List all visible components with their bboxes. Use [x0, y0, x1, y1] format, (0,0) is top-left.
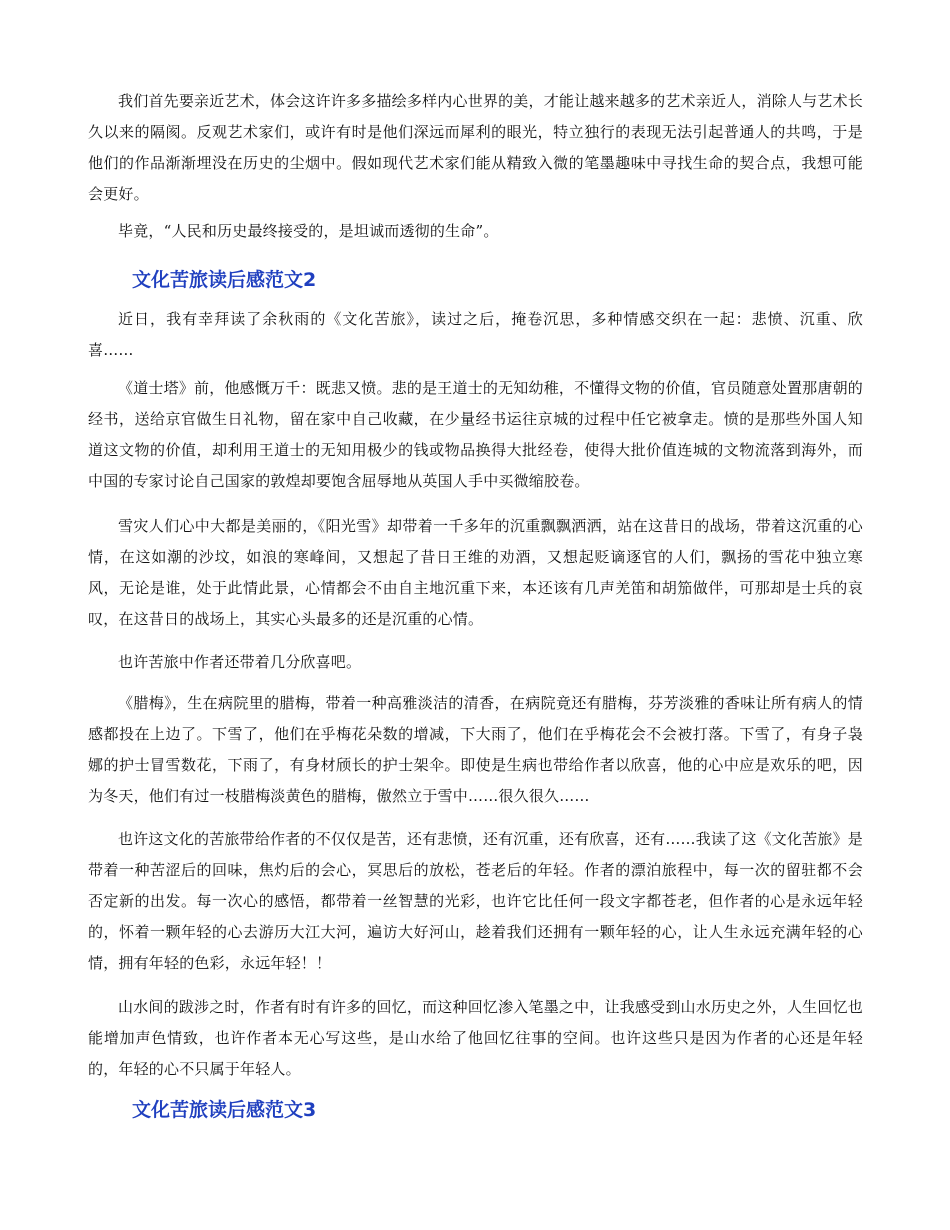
- paragraph-landscape-memory: 山水间的跋涉之时，作者有时有许多的回忆，而这种回忆渗入笔墨之中，让我感受到山水历史之外，人生回忆也能增加声色情致，也许作者本无心写这些，是山水给了他回忆往事的空间。也许这些只是因为作者的心还是年轻的，年轻的心不只属于年轻人。: [88, 998, 863, 1078]
- section-heading-3: 文化苦旅读后感范文3: [132, 1099, 317, 1121]
- paragraph-culture-journey: 也许这文化的苦旅带给作者的不仅仅是苦，还有悲愤，还有沉重，还有欣喜，还有……我读了这《文化苦旅》是带着一种苦涩后的回味，焦灼后的会心，冥思后的放松，苍老后的年轻。作者的漂泊旅程中，每一次的留驻都不会否定新的出发。每一次心的感悟，都带着一丝智慧的光彩，也许它比任何一段文字都苍老，但作者的心是永远年轻的，怀着一颗年轻的心去游历大江大河，遍访大好河山，趁着我们还拥有一颗年轻的心，让人生永远充满年轻的心情，拥有年轻的色彩，永远年轻！！: [88, 830, 863, 972]
- paragraph-joy: 也许苦旅中作者还带着几分欣喜吧。: [118, 653, 362, 671]
- paragraph-taoist-tower: 《道士塔》前，他感慨万千：既悲又愤。悲的是王道士的无知幼稚，不懂得文物的价值，官员随意处置那唐朝的经书，送给京官做生日礼物，留在家中自己收藏，在少量经书运往京城的过程中任它被拿走。愤的是那些外国人知道这文物的价值，却利用王道士的无知用极少的钱或物品换得大批经卷，使得大批价值连城的文物流落到海外，而中国的专家讨论自己国家的敦煌却要饱含屈辱地从英国人手中买微缩胶卷。: [88, 379, 863, 490]
- paragraph-conclusion-quote: 毕竟，“人民和历史最终接受的，是坦诚而透彻的生命”。: [118, 222, 499, 240]
- section-heading-2: 文化苦旅读后感范文2: [132, 269, 317, 291]
- paragraph-art-closeness: 我们首先要亲近艺术，体会这许许多多描绘多样内心世界的美，才能让越来越多的艺术亲近人，消除人与艺术长久以来的隔阂。反观艺术家们，或许有时是他们深远而犀利的眼光，特立独行的表现无法引起普通人的共鸣，于是他们的作品渐渐埋没在历史的尘烟中。假如现代艺术家们能从精致入微的笔墨趣味中寻找生命的契合点，我想可能会更好。: [88, 92, 863, 203]
- paragraph-sunshine-snow: 雪灾人们心中大都是美丽的，《阳光雪》却带着一千多年的沉重飘飘洒洒，站在这昔日的战场，带着这沉重的心情，在这如潮的沙坟，如浪的寒峰间，又想起了昔日王维的劝酒，又想起贬谪逐官的人们，飘扬的雪花中独立寒风，无论是谁，处于此情此景，心情都会不由自主地沉重下来，本还该有几声羌笛和胡笳做伴，可那却是士兵的哀叹，在这昔日的战场上，其实心头最多的还是沉重的心情。: [88, 517, 863, 628]
- paragraph-intro-reading: 近日，我有幸拜读了余秋雨的《文化苦旅》，读过之后，掩卷沉思，多种情感交织在一起：悲愤、沉重、欣喜……: [88, 310, 863, 359]
- paragraph-wintersweet: 《腊梅》，生在病院里的腊梅，带着一种高雅淡洁的清香，在病院竟还有腊梅，芬芳淡雅的香味让所有病人的情感都投在上边了。下雪了，他们在乎梅花朵数的增减，下大雨了，他们在乎梅花会不会被打落。下雪了，有身子袅娜的护士冒雪数花，下雨了，有身材颀长的护士架伞。即使是生病也带给作者以欣喜，他的心中应是欢乐的吧，因为冬天，他们有过一枝腊梅淡黄色的腊梅，傲然立于雪中……很久很久……: [88, 694, 863, 805]
